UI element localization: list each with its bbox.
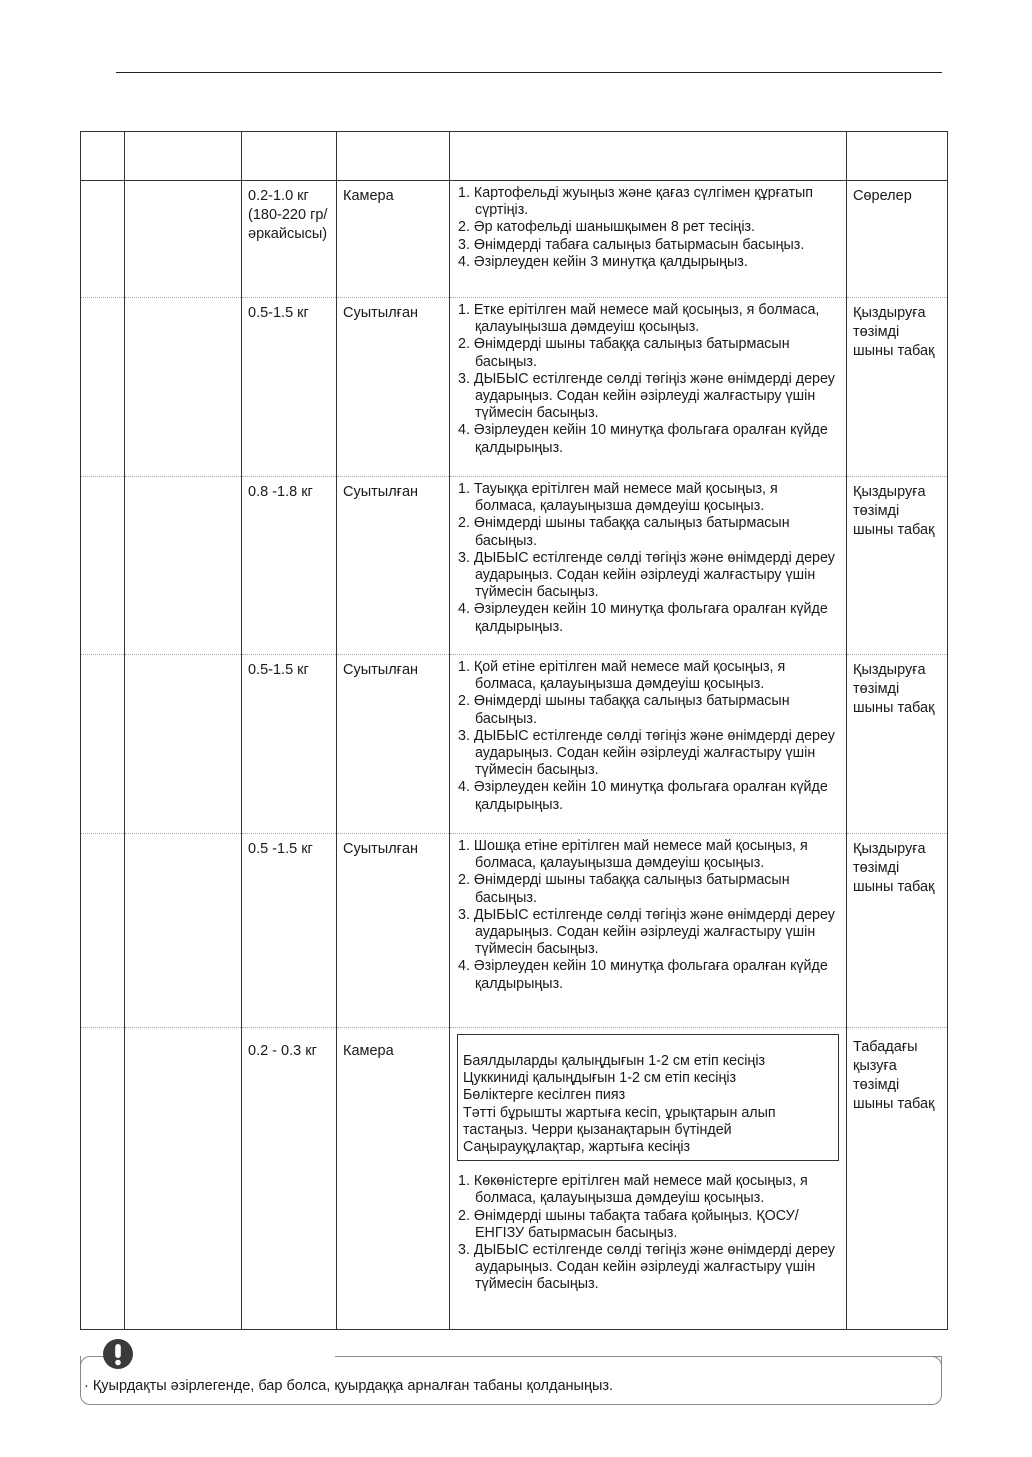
step: 2. Өнімдерді шыны табаққа салыңыз батырмасын басыңыз. [458, 515, 790, 549]
temperature-text: Камера [343, 188, 394, 204]
ingredient-line: Тәтті бұрышты жартыға кесіп, ұрықтарын алып тастаңыз. Черри қызанақтарын бүтіндей [463, 1104, 776, 1138]
code-cell [81, 477, 125, 655]
header-cell [450, 132, 847, 181]
utensil-text: Табадағы қызуға төзімді шыны табақ [853, 1039, 935, 1112]
utensil-cell [847, 655, 948, 834]
steps-list [450, 834, 846, 995]
temperature-cell [337, 181, 450, 298]
temperature-cell [337, 477, 450, 655]
temperature-text: Суытылған [343, 484, 419, 500]
step: 4. Әзірлеуден кейін 10 минутқа фольгаға оралған күйде қалдырыңыз. [458, 422, 828, 456]
instructions-cell [450, 1028, 847, 1330]
header-cell [847, 132, 948, 181]
ingredient-line: Бөліктерге кесілген пияз [463, 1087, 626, 1104]
table-row [81, 181, 948, 298]
utensil-cell [847, 181, 948, 298]
utensil-cell [847, 834, 948, 1028]
step: 3. ДЫБЫС естілгенде сөлді төгіңіз және өнімдерді дереу аударыңыз. Содан кейін әзірлеуді жалғастыру үшін түймесін басыңыз. [458, 1242, 835, 1293]
header-cell [81, 132, 125, 181]
code-cell [81, 655, 125, 834]
code-cell [81, 1028, 125, 1330]
step: 2. Әр катофельді шанышқымен 8 рет тесіңіз. [458, 219, 756, 236]
header-cell [242, 132, 337, 181]
weight-cell [242, 298, 337, 477]
steps-list [450, 298, 846, 459]
header-cell [125, 132, 242, 181]
temperature-text: Суытылған [343, 305, 419, 321]
step: 3. ДЫБЫС естілгенде сөлді төгіңіз және өнімдерді дереу аударыңыз. Содан кейін әзірлеуді жалғастыру үшін түймесін басыңыз. [458, 906, 835, 958]
steps-list [450, 181, 846, 273]
step: 2. Өнімдерді шыны табаққа салыңыз батырмасын басыңыз. [458, 872, 790, 906]
ingredient-line: Цуккиниді қалыңдығын 1-2 см етіп кесіңіз [463, 1070, 737, 1087]
step: 4. Әзірлеуден кейін 10 минутқа фольгаға оралған күйде қалдырыңыз. [458, 601, 828, 635]
step: 2. Өнімдерді шыны табақта табаға қойыңыз. ҚОСУ/ЕНГІЗУ батырмасын басыңыз. [458, 1207, 799, 1241]
food-cell [125, 1028, 242, 1330]
ingredient-line: Саңырауқұлақтар, жартыға кесіңіз [463, 1139, 691, 1156]
step: 1. Етке ерітілген май немесе май қосыңыз, я болмаса, қалауыңызша дәмдеуіш қосыңыз. [458, 302, 820, 336]
utensil-cell [847, 1028, 948, 1330]
instructions-cell [450, 181, 847, 298]
weight-text: 0.8 -1.8 кг [248, 484, 313, 500]
step: 1. Тауыққа ерітілген май немесе май қосыңыз, я болмаса, қалауыңызша дәмдеуіш қосыңыз. [458, 481, 778, 515]
code-cell [81, 834, 125, 1028]
step: 1. Шошқа етіне ерітілген май немесе май қосыңыз, я болмаса, қалауыңызша дәмдеуіш қосыңыз. [458, 838, 808, 872]
weight-text: 0.5 -1.5 кг [248, 841, 313, 857]
table-row [81, 834, 948, 1028]
utensil-text: Қыздыруға төзімді шыны табақ [853, 305, 935, 359]
instructions-cell [450, 298, 847, 477]
ingredients-box [457, 1034, 839, 1161]
weight-text: 0.5-1.5 кг [248, 305, 309, 321]
header-cell [337, 132, 450, 181]
steps-list [450, 655, 846, 816]
step: 3. ДЫБЫС естілгенде сөлді төгіңіз және өнімдерді дереу аударыңыз. Содан кейін әзірлеуді жалғастыру үшін түймесін басыңыз. [458, 370, 835, 422]
step: 1. Картофельді жуыңыз және қағаз сүлгімен құрғатып сүртіңіз. [458, 185, 814, 219]
weight-text: 0.5-1.5 кг [248, 662, 309, 678]
temperature-cell [337, 655, 450, 834]
utensil-cell [847, 477, 948, 655]
weight-cell [242, 181, 337, 298]
step: 4. Әзірлеуден кейін 10 минутқа фольгаға оралған күйде қалдырыңыз. [458, 779, 828, 813]
temperature-text: Суытылған [343, 841, 419, 857]
step: 3. ДЫБЫС естілгенде сөлді төгіңіз және өнімдерді дереу аударыңыз. Содан кейін әзірлеуді жалғастыру үшін түймесін басыңыз. [458, 727, 835, 779]
weight-cell [242, 655, 337, 834]
table-header-row [81, 132, 948, 181]
temperature-text: Суытылған [343, 662, 419, 678]
utensil-cell [847, 298, 948, 477]
weight-text: 0.2-1.0 кг (180-220 гр/әркайсысы) [248, 188, 328, 242]
exclamation-icon [102, 1338, 134, 1370]
food-cell [125, 834, 242, 1028]
weight-cell [242, 1028, 337, 1330]
note-panel [80, 1338, 942, 1408]
steps-list [450, 477, 846, 638]
utensil-text: Қыздыруға төзімді шыны табақ [853, 662, 935, 716]
weight-text: 0.2 - 0.3 кг [248, 1043, 317, 1059]
table-row [81, 477, 948, 655]
step: 4. Әзірлеуден кейін 3 минутқа қалдырыңыз. [458, 253, 748, 270]
weight-cell [242, 477, 337, 655]
instructions-cell [450, 655, 847, 834]
table-row [81, 1028, 948, 1330]
step: 3. ДЫБЫС естілгенде сөлді төгіңіз және өнімдерді дереу аударыңыз. Содан кейін әзірлеуді жалғастыру үшін түймесін басыңыз. [458, 549, 835, 601]
header-rule [116, 72, 942, 73]
ingredient-line: Баялдыларды қалыңдығын 1-2 см етіп кесіңіз [463, 1053, 766, 1069]
utensil-text: Сөрелер [853, 188, 912, 204]
step: 1. Қой етіне ерітілген май немесе май қосыңыз, я болмаса, қалауыңызша дәмдеуіш қосыңыз. [458, 659, 786, 693]
step: 2. Өнімдерді шыны табаққа салыңыз батырмасын басыңыз. [458, 693, 790, 727]
temperature-text: Камера [343, 1043, 394, 1059]
food-cell [125, 477, 242, 655]
step: 3. Өнімдерді табаға салыңыз батырмасын басыңыз. [458, 236, 805, 253]
temperature-cell [337, 834, 450, 1028]
food-cell [125, 181, 242, 298]
temperature-cell [337, 298, 450, 477]
table-row [81, 298, 948, 477]
code-cell [81, 181, 125, 298]
steps-list [450, 1169, 846, 1295]
instructions-cell [450, 834, 847, 1028]
food-cell [125, 655, 242, 834]
step: 1. Көкөністерге ерітілген май немесе май қосыңыз, я болмаса, қалауыңызша дәмдеуіш қосыңыз. [458, 1173, 808, 1207]
step: 2. Өнімдерді шыны табаққа салыңыз батырмасын басыңыз. [458, 336, 790, 370]
step: 4. Әзірлеуден кейін 10 минутқа фольгаға оралған күйде қалдырыңыз. [458, 958, 828, 992]
weight-cell [242, 834, 337, 1028]
temperature-cell [337, 1028, 450, 1330]
table-row [81, 655, 948, 834]
utensil-text: Қыздыруға төзімді шыны табақ [853, 841, 935, 895]
code-cell [81, 298, 125, 477]
note-text: · Қуырдақты әзірлегенде, бар болса, қуырдаққа арналған табаны қолданыңыз. [84, 1378, 614, 1394]
utensil-text: Қыздыруға төзімді шыны табақ [853, 484, 935, 538]
recipe-table [80, 131, 948, 1330]
instructions-cell [450, 477, 847, 655]
food-cell [125, 298, 242, 477]
